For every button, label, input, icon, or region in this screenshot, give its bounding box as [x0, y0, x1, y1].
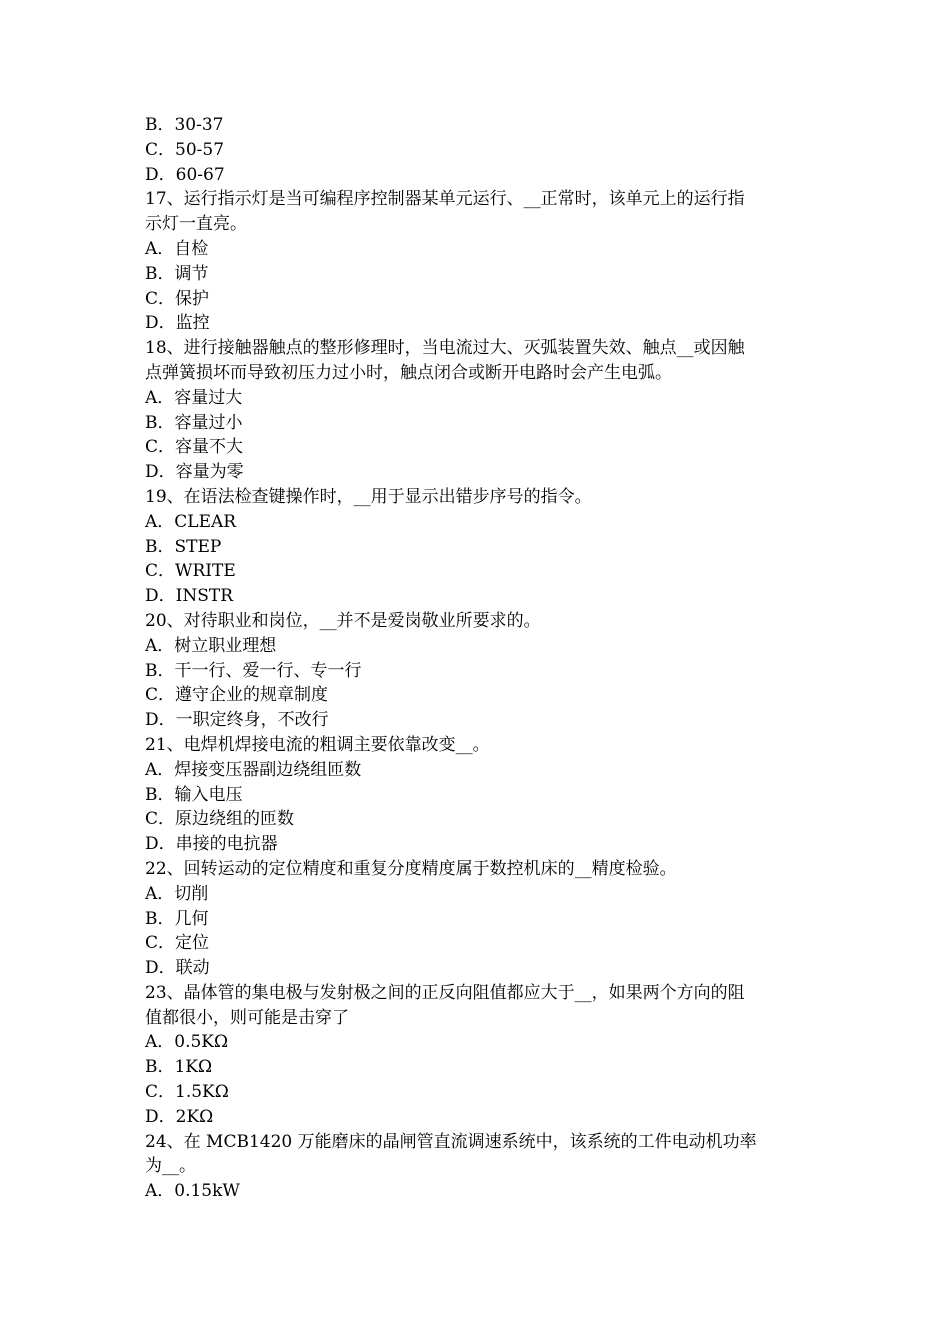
answer-option: C．50-57: [145, 139, 225, 160]
answer-option: C．原边绕组的匝数: [145, 809, 295, 830]
answer-option: A．自检: [145, 238, 209, 259]
answer-option: A．树立职业理想: [145, 635, 277, 656]
question-text-line: 点弹簧损坏而导致初压力过小时，触点闭合或断开电路时会产生电弧。: [145, 362, 672, 383]
answer-option: D．2KΩ: [145, 1106, 214, 1127]
answer-option: A．0.5KΩ: [145, 1032, 229, 1053]
question-text-line: 17、运行指示灯是当可编程序控制器某单元运行、__正常时，该单元上的运行指: [145, 189, 745, 210]
question-text-line: 18、进行接触器触点的整形修理时，当电流过大、灭弧装置失效、触点__或因触: [145, 338, 745, 359]
document-body: [145, 113, 815, 1204]
answer-option: B．调节: [145, 263, 209, 284]
answer-option: B．几何: [145, 908, 209, 929]
question-text-line: 21、电焊机焊接电流的粗调主要依靠改变__。: [145, 734, 490, 755]
answer-option: C．WRITE: [145, 561, 236, 582]
answer-option: D．联动: [145, 958, 210, 979]
answer-option: D．一职定终身，不改行: [145, 710, 329, 731]
answer-option: A．焊接变压器副边绕组匝数: [145, 759, 362, 780]
question-text-line: 24、在 MCB1420 万能磨床的晶闸管直流调速系统中，该系统的工件电动机功率: [145, 1131, 757, 1152]
answer-option: C．遵守企业的规章制度: [145, 685, 329, 706]
answer-option: A．切削: [145, 883, 209, 904]
answer-option: C．容量不大: [145, 437, 244, 458]
answer-option: A．CLEAR: [145, 511, 237, 532]
answer-option: C．定位: [145, 933, 210, 954]
answer-option: B．STEP: [145, 536, 222, 557]
answer-option: B．输入电压: [145, 784, 243, 805]
question-text-line: 为__。: [145, 1156, 196, 1177]
question-text-line: 20、对待职业和岗位，__并不是爱岗敬业所要求的。: [145, 610, 541, 631]
question-text-line: 值都很小，则可能是击穿了: [145, 1007, 349, 1028]
answer-option: D．60-67: [145, 164, 225, 185]
question-text-line: 19、在语法检查键操作时，__用于显示出错步序号的指令。: [145, 486, 592, 507]
answer-option: B．30-37: [145, 115, 224, 135]
answer-option: B．干一行、爱一行、专一行: [145, 660, 362, 681]
answer-option: C．1.5KΩ: [145, 1082, 229, 1103]
answer-option: D．INSTR: [145, 586, 234, 607]
answer-option: D．容量为零: [145, 462, 244, 483]
answer-option: A．0.15kW: [145, 1181, 240, 1202]
answer-option: B．容量过小: [145, 412, 243, 433]
answer-option: B．1KΩ: [145, 1057, 213, 1078]
question-text-line: 22、回转运动的定位精度和重复分度精度属于数控机床的__精度检验。: [145, 858, 677, 879]
answer-option: C．保护: [145, 288, 210, 309]
question-text-line: 示灯一直亮。: [145, 214, 247, 235]
question-text-line: 23、晶体管的集电极与发射极之间的正反向阻值都应大于__，如果两个方向的阻: [145, 982, 745, 1003]
answer-option: D．串接的电抗器: [145, 834, 278, 855]
answer-option: D．监控: [145, 313, 210, 334]
answer-option: A．容量过大: [145, 387, 243, 408]
